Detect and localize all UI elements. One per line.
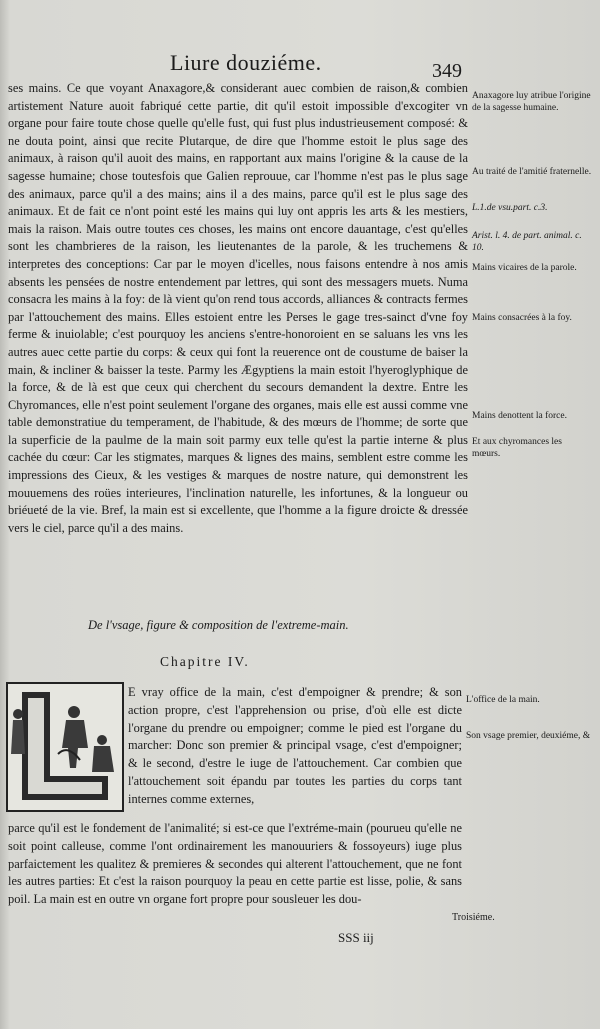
margin-note: Son vsage premier, deuxiéme, & — [466, 731, 591, 741]
signature-mark: SSS iij — [338, 930, 374, 945]
decorated-initial-l-woodcut — [6, 682, 124, 812]
margin-note: Anaxagore luy atribue l'origine de la sagesse humaine. — [472, 91, 591, 113]
margin-note: L.1.de vsu.part. c.3. — [472, 203, 548, 213]
margin-note: Troisiéme. — [452, 912, 495, 923]
page-number: 349 — [432, 60, 462, 82]
chapter-title: Chapitre IV. — [160, 654, 250, 669]
margin-note: Mains denottent la force. — [472, 411, 567, 421]
woodcut-illustration — [8, 684, 122, 810]
margin-note: Au traité de l'amitié fraternelle. — [472, 167, 592, 177]
margin-note: Et aux chyromances les mœurs. — [472, 437, 562, 459]
section-title: De l'vsage, figure & composition de l'extreme-main. — [88, 618, 349, 632]
running-title: Liure douziéme. — [170, 50, 322, 75]
chapter-text-full-width: parce qu'il est le fondement de l'animalité; si est-ce que l'extréme-main (pourueu qu'elle ne soit point calleuse, comme l'ont ordinairement les manouuriers & fossoyeurs) iuge plus parfaictement les qualitez & premieres & secondes qui alterent l'attouchement, que ne font les autres parties: Et c'est la raison pourquoy la peau en cette partie est lisse, polie, & sans poil. La main est en outre vn organe fort propre pour sousleuer les dou- — [8, 821, 462, 907]
margin-note: Mains vicaires de la parole. — [472, 263, 577, 273]
main-body-text: ses mains. Ce que voyant Anaxagore,& considerant auec combien de raison,& combien artistement Nature auoit fabriqué cette partie, dit qu'il estoit impossible d'excogiter vn organe pour faire toute chose quelle qu'elle fust, qui fust plus industrieusement composé: & ne douta point, ainsi que recite Plutarque, de dire que l'homme estoit le plus sage des animaux, à raison qu'il auoit des mains, en rapportant aux mains l'origine & la cause de la sagesse humaine; chose toutesfois que Galien reprouue, car l'homme n'est pas le plus sage des animaux, parce qu'il a des mains; ains il a des mains, parce qu'il est le plus sage des animaux. Et de fait ce n'ont point esté les mains qui luy ont appris les arts & les mestiers, mais la raison. Mais outre toutes ces choses, les mains ont encore dauantage, c'est qu'elles sont les chambrieres de la raison, les lieutenantes de la parole, & les truchemens & interpretes des conceptions: Car par le moyen d'icelles, nous faisons entendre à nos amis absents les pensées de nostre entendement par lettres, qui sont des messagers muets. Numa consacra les mains à la foy: de là vient qu'on rend tous accords, alliances & contracts fermes par l'attouchement des mains. Elles estoient entre les Perses le gage tres-sainct d'vne foy ferme & inuiolable; c'est pourquoy les anciens s'entre-honoroient en se saluans les vns les autres auec cette partie du corps: & ceux qui font la reuerence ont de coustume de baiser la main, & incliner & baisser la teste. Parmy les Ægyptiens la main estoit l'hyeroglyphique de la force, & de là est que ceux qui cherchent du secours demandent la dextre. Entre les Chyromances, elle n'est point seulement l'organe des organes, mais elle est aussi comme vne table demonstratiue du temperament, de l'habitude, & des mœurs de l'homme; de sorte que la superficie de la paulme de la main soit parmy eux telle qu'est la partie interne & plus cachée du cœur: Car les stigmates, marques & lignes des mains, semblent estre comme les impressions des Cieux, & les vestiges & marques de nostre nature, qui demonstrent les mouuemens des roües interieures, l'inclination naturelle, les infortunes, & la longueur ou briéueté de la vie. Bref, la main est si excellente, que l'homme a la figure droicte & dressée vers le ciel, parce qu'il a des mains. — [8, 81, 468, 535]
margin-note: L'office de la main. — [466, 695, 540, 705]
margin-note: Mains consacrées à la foy. — [472, 313, 572, 323]
chapter-text-beside-initial: E vray office de la main, c'est d'empoigner & prendre; & son action propre, c'est l'apprehension ou prise, d'où elle est dicte l'organe du prendre ou empoigner; comme le pied est l'organe du marcher: Donc son premier & principal vsage, c'est d'empoigner; & le second, d'estre le iuge de l'attouchement. Car combien que l'attouchement soit épandu par toutes les parties du corps tant internes comme externes, — [128, 685, 462, 806]
margin-note: Arist. l. 4. de part. animal. c. 10. — [472, 231, 582, 253]
